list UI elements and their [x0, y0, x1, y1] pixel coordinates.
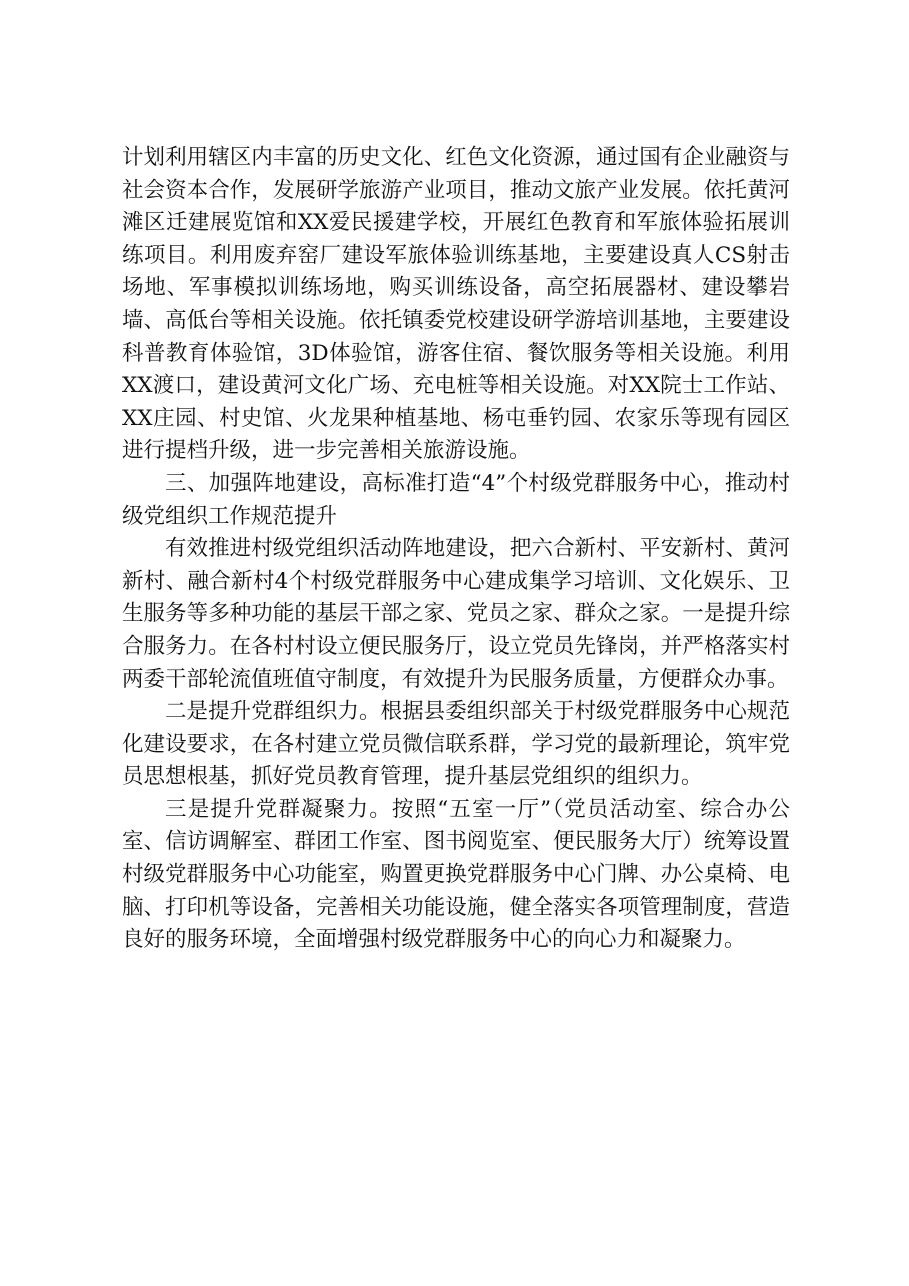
section-heading-three: 三、加强阵地建设，高标准打造“4”个村级党群服务中心，推动村级党组织工作规范提升 — [122, 470, 790, 529]
document-body — [122, 142, 790, 957]
paragraph-cohesion: 三是提升党群凝聚力。按照“五室一厅”（党员活动室、综合办公室、信访调解室、群团工作室、图书阅览室、便民服务大厅）统筹设置村级党群服务中心功能室，购置更换党群服务中心门牌、办公桌椅、电脑、打印机等设备，完善相关功能设施，健全落实各项管理制度，营造良好的服务环境，全面增强村级党群服务中心的向心力和凝聚力。 — [122, 796, 790, 953]
paragraph-service-centers: 有效推进村级党组织活动阵地建设，把六合新村、平安新村、黄河新村、融合新村4个村级党群服务中心建成集学习培训、文化娱乐、卫生服务等多种功能的基层干部之家、党员之家、群众之家。一是提升综合服务力。在各村村设立便民服务厅，设立党员先锋岗，并严格落实村两委干部轮流值班值守制度，有效提升为民服务质量，方便群众办事。 — [122, 536, 790, 692]
paragraph-tourism-projects: 计划利用辖区内丰富的历史文化、红色文化资源，通过国有企业融资与社会资本合作，发展研学旅游产业项目，推动文旅产业发展。依托黄河滩区迁建展览馆和XX爱民援建学校，开展红色教育和军旅体验拓展训练项目。利用废弃窑厂建设军旅体验训练基地，主要建设真人CS射击场地、军事模拟训练场地，购买训练设备，高空拓展器材、建设攀岩墙、高低台等相关设施。依托镇委党校建设研学游培训基地，主要建设科普教育体验馆，3D体验馆，游客住宿、餐饮服务等相关设施。利用XX渡口，建设黄河文化广场、充电桩等相关设施。对XX院士工作站、XX庄园、村史馆、火龙果种植基地、杨屯垂钓园、农家乐等现有园区进行提档升级，进一步完善相关旅游设施。 — [122, 145, 790, 464]
paragraph-organizational-power: 二是提升党群组织力。根据县委组织部关于村级党群服务中心规范化建设要求，在各村建立党员微信联系群，学习党的最新理论，筑牢党员思想根基，抓好党员教育管理，提升基层党组织的组织力。 — [122, 699, 790, 790]
